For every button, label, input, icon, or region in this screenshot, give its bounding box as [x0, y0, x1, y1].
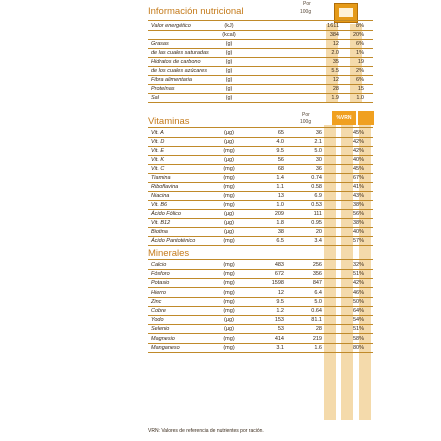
table-row [148, 183, 373, 192]
cell-v1: 1.8 [276, 220, 284, 226]
cell-v1: 1.4 [276, 175, 284, 181]
cell-v2: 6% [356, 77, 364, 83]
cell-v2: 8% [356, 23, 364, 29]
divider [148, 127, 373, 128]
cell-unit: (µg) [224, 326, 234, 333]
cell-v2: 111 [313, 211, 322, 217]
cell-v2: 6% [356, 41, 364, 47]
cell-unit: (mg) [223, 202, 235, 208]
cell-v1: 3.1 [276, 344, 284, 351]
cell-v2: 36 [315, 130, 322, 136]
divider [148, 259, 373, 260]
cell-v1: 68 [277, 166, 284, 172]
cell-name: Valor energético [151, 23, 191, 29]
cell-v1: 483 [274, 262, 284, 268]
cell-v1: 209 [274, 211, 284, 217]
cell-v2: 1% [356, 50, 364, 56]
table-row [148, 307, 373, 316]
cell-v2: 6.4 [314, 289, 322, 296]
per-label: Por [302, 112, 310, 118]
cell-name: de los cuales azúcares [151, 68, 207, 74]
cell-name: Biotina [151, 229, 168, 235]
cell-name: Hidratos de carbono [151, 59, 201, 65]
table-row [148, 165, 373, 174]
per-label: Por [303, 1, 311, 7]
table-row [148, 31, 373, 40]
cell-v3: 45% [352, 166, 364, 172]
cell-v2: 6.9 [314, 193, 322, 199]
cell-name: Magnesio [151, 335, 175, 342]
cell-name: Calcio [151, 262, 167, 268]
table-row [148, 147, 373, 156]
table-row [148, 210, 373, 219]
cell-v3: 51% [352, 326, 364, 333]
cell-v3: 42% [352, 280, 364, 287]
table-row [148, 298, 373, 307]
cell-v1: 1.9 [331, 95, 339, 101]
cell-unit: (mg) [223, 271, 235, 278]
cell-v1: 38 [277, 229, 284, 235]
cell-name: Vit. A [151, 130, 164, 136]
cell-v3: 40% [352, 157, 364, 163]
cell-v3: 40% [352, 229, 364, 235]
cell-v1: 28 [332, 86, 339, 92]
cell-name: Vit. D [151, 139, 165, 145]
cell-v3: 38% [352, 202, 364, 208]
cell-name: Vit. B6 [151, 202, 168, 208]
cell-name: Ácido Pantoténico [151, 238, 196, 244]
cell-v3: 45% [352, 130, 364, 136]
cell-v2: 219 [312, 335, 322, 342]
cell-unit: (mg) [223, 289, 235, 296]
cell-name: Sal [151, 95, 159, 101]
cell-name: Potasio [151, 280, 170, 287]
table-row [148, 40, 373, 49]
table-row [148, 219, 373, 228]
cell-name: Vit. B12 [151, 220, 171, 226]
cell-v1: 1.2 [276, 308, 284, 314]
cell-unit: (mg) [223, 280, 235, 287]
cell-name: Vit. C [151, 166, 165, 172]
per-amount: 100g [300, 119, 312, 125]
cell-name: Yodo [151, 317, 164, 324]
cell-v2: 256 [312, 262, 322, 268]
table-row [148, 192, 373, 201]
cell-v3: 38% [352, 220, 364, 226]
cell-name: Fibra alimentaria [151, 77, 192, 83]
cell-name: Zinc [151, 298, 162, 305]
cell-unit: (µg) [224, 229, 234, 235]
cell-unit: (mg) [223, 175, 235, 181]
table-row [148, 270, 373, 279]
table-row [148, 138, 373, 147]
cell-v3: 43% [352, 193, 364, 199]
cell-v3: 41% [352, 184, 364, 190]
table-row [148, 22, 373, 31]
cell-unit: (µg) [224, 220, 234, 226]
cell-name: Tiamina [151, 175, 171, 181]
cell-unit: (g) [225, 41, 233, 47]
cell-v2: 356 [312, 271, 322, 278]
cell-v3: 64% [352, 308, 364, 314]
cell-v2: 81.1 [311, 317, 322, 324]
cell-name: Ácido Fólico [151, 211, 181, 217]
cell-v2: 30 [315, 157, 322, 163]
cell-v1: 414 [274, 335, 284, 342]
cell-v1: 672 [274, 271, 284, 278]
cell-unit: (mg) [223, 238, 235, 244]
cell-name: Hierro [151, 289, 166, 296]
cell-name: Niacina [151, 193, 170, 199]
cell-unit: (g) [225, 68, 233, 74]
cell-name: Cobre [151, 308, 166, 314]
cell-name: de las cuales saturadas [151, 50, 209, 56]
cell-unit: (mg) [223, 262, 235, 268]
table-row [148, 201, 373, 210]
table-row [148, 261, 373, 270]
section-title-minerals: Minerales [148, 248, 190, 259]
table-row [148, 325, 373, 334]
vrn-badge: %VRN [332, 111, 356, 125]
table-row [148, 156, 373, 165]
cell-v2: 20% [352, 32, 364, 38]
cell-v1: 9.5 [276, 148, 284, 154]
cell-v2: 0.74 [311, 175, 322, 181]
table-row [148, 85, 373, 94]
cell-v2: 0.95 [311, 220, 322, 226]
cell-v1: 153 [274, 317, 284, 324]
cell-v1: 5.5 [331, 68, 339, 74]
cell-unit: (g) [225, 59, 233, 65]
cell-name: Proteínas [151, 86, 175, 92]
cell-unit: (mg) [223, 166, 235, 172]
cell-unit: (mg) [223, 344, 235, 351]
cell-name: Manganeso [151, 344, 180, 351]
cell-unit: (µg) [224, 211, 234, 217]
table-row [148, 129, 373, 138]
cell-v2: 5.0 [314, 148, 322, 154]
cell-unit: (g) [225, 77, 233, 83]
cell-name: Vit. K [151, 157, 165, 163]
cell-unit: (µg) [224, 317, 234, 324]
cell-v1: 12 [332, 41, 339, 47]
cell-v2: 19 [357, 59, 364, 65]
cell-v2: 3.4 [314, 238, 322, 244]
cell-unit: (mg) [223, 335, 235, 342]
cell-v2: 15 [357, 86, 364, 92]
cell-v2: 1.6 [314, 344, 322, 351]
cell-name: Riboflavina [151, 184, 179, 190]
cell-v1: 1.0 [276, 202, 284, 208]
cell-name: Selenio [151, 326, 170, 333]
section-title-vitamins: Vitaminas [148, 116, 190, 127]
cell-v3: 54% [352, 317, 364, 324]
cell-unit: (mg) [223, 148, 235, 154]
cell-v3: 56% [352, 211, 364, 217]
cell-v3: 50% [352, 298, 364, 305]
cell-unit: (mg) [223, 298, 235, 305]
cell-unit: (g) [225, 50, 233, 56]
cell-unit: (µg) [224, 130, 234, 136]
cell-name: Vit. E [151, 148, 165, 154]
section-title-nutrition: Información nutricional [148, 6, 244, 17]
cell-name: Grasas [151, 41, 169, 47]
cell-v1: 12 [332, 77, 339, 83]
cell-v2: 0.58 [311, 184, 322, 190]
cell-v2: 28 [315, 326, 322, 333]
cell-v2: 2.1 [314, 139, 322, 145]
cell-v3: 57% [352, 238, 364, 244]
table-row [148, 344, 373, 353]
table-row [148, 76, 373, 85]
per-amount: 100g [300, 9, 312, 15]
cell-v1: 13 [277, 193, 284, 199]
cell-v3: 51% [352, 271, 364, 278]
cell-v1: 2.0 [331, 50, 339, 56]
cell-v2: 1.0 [356, 95, 364, 101]
cell-v1: 1598 [271, 280, 284, 287]
cell-v1: 1.1 [276, 184, 284, 190]
table-row [148, 49, 373, 58]
cell-v1: 12 [277, 289, 284, 296]
cell-unit: (mg) [223, 308, 235, 314]
cell-v1: 384 [329, 32, 339, 38]
cell-v1: 53 [277, 326, 284, 333]
cell-unit: (µg) [224, 157, 234, 163]
table-row [148, 279, 373, 288]
cell-unit: (mg) [223, 184, 235, 190]
table-row [148, 316, 373, 325]
cell-v2: 2% [356, 68, 364, 74]
percent-icon [358, 111, 374, 125]
cell-unit: (g) [225, 86, 233, 92]
cell-name: Fósforo [151, 271, 170, 278]
cell-v3: 58% [352, 335, 364, 342]
cell-v2: 5.0 [314, 298, 322, 305]
cell-unit: (kJ) [224, 23, 234, 29]
cell-v2: 20 [315, 229, 322, 235]
cell-v2: 0.64 [311, 308, 322, 314]
cell-v2: 36 [315, 166, 322, 172]
cell-v1: 1611 [327, 23, 339, 29]
cell-v1: 56 [277, 157, 284, 163]
cell-v3: 42% [352, 139, 364, 145]
table-row [148, 335, 373, 344]
footnote: VRN: Valores de referencia de nutrientes por ración. [148, 428, 264, 434]
cell-v1: 6.5 [276, 238, 284, 244]
cell-unit: (mg) [223, 193, 235, 199]
cell-v1: 35 [332, 59, 339, 65]
table-row [148, 289, 373, 298]
table-row [148, 58, 373, 67]
table-row [148, 174, 373, 183]
cell-v1: 9.5 [276, 298, 284, 305]
cell-v1: 65 [277, 130, 284, 136]
cell-v3: 46% [352, 289, 364, 296]
cell-v2: 0.53 [311, 202, 322, 208]
table-row [148, 67, 373, 76]
cell-v3: 80% [352, 344, 364, 351]
cell-unit: (kcal) [222, 32, 236, 38]
table-row [148, 237, 373, 246]
cell-v3: 32% [352, 262, 364, 268]
cell-v1: 4.0 [276, 139, 284, 145]
table-row [148, 228, 373, 237]
cell-v2: 847 [312, 280, 322, 287]
table-row [148, 94, 373, 103]
divider [148, 20, 373, 21]
cell-unit: (µg) [224, 139, 234, 145]
cell-v3: 67% [352, 175, 364, 181]
cell-v3: 42% [352, 148, 364, 154]
cell-unit: (g) [225, 95, 233, 101]
